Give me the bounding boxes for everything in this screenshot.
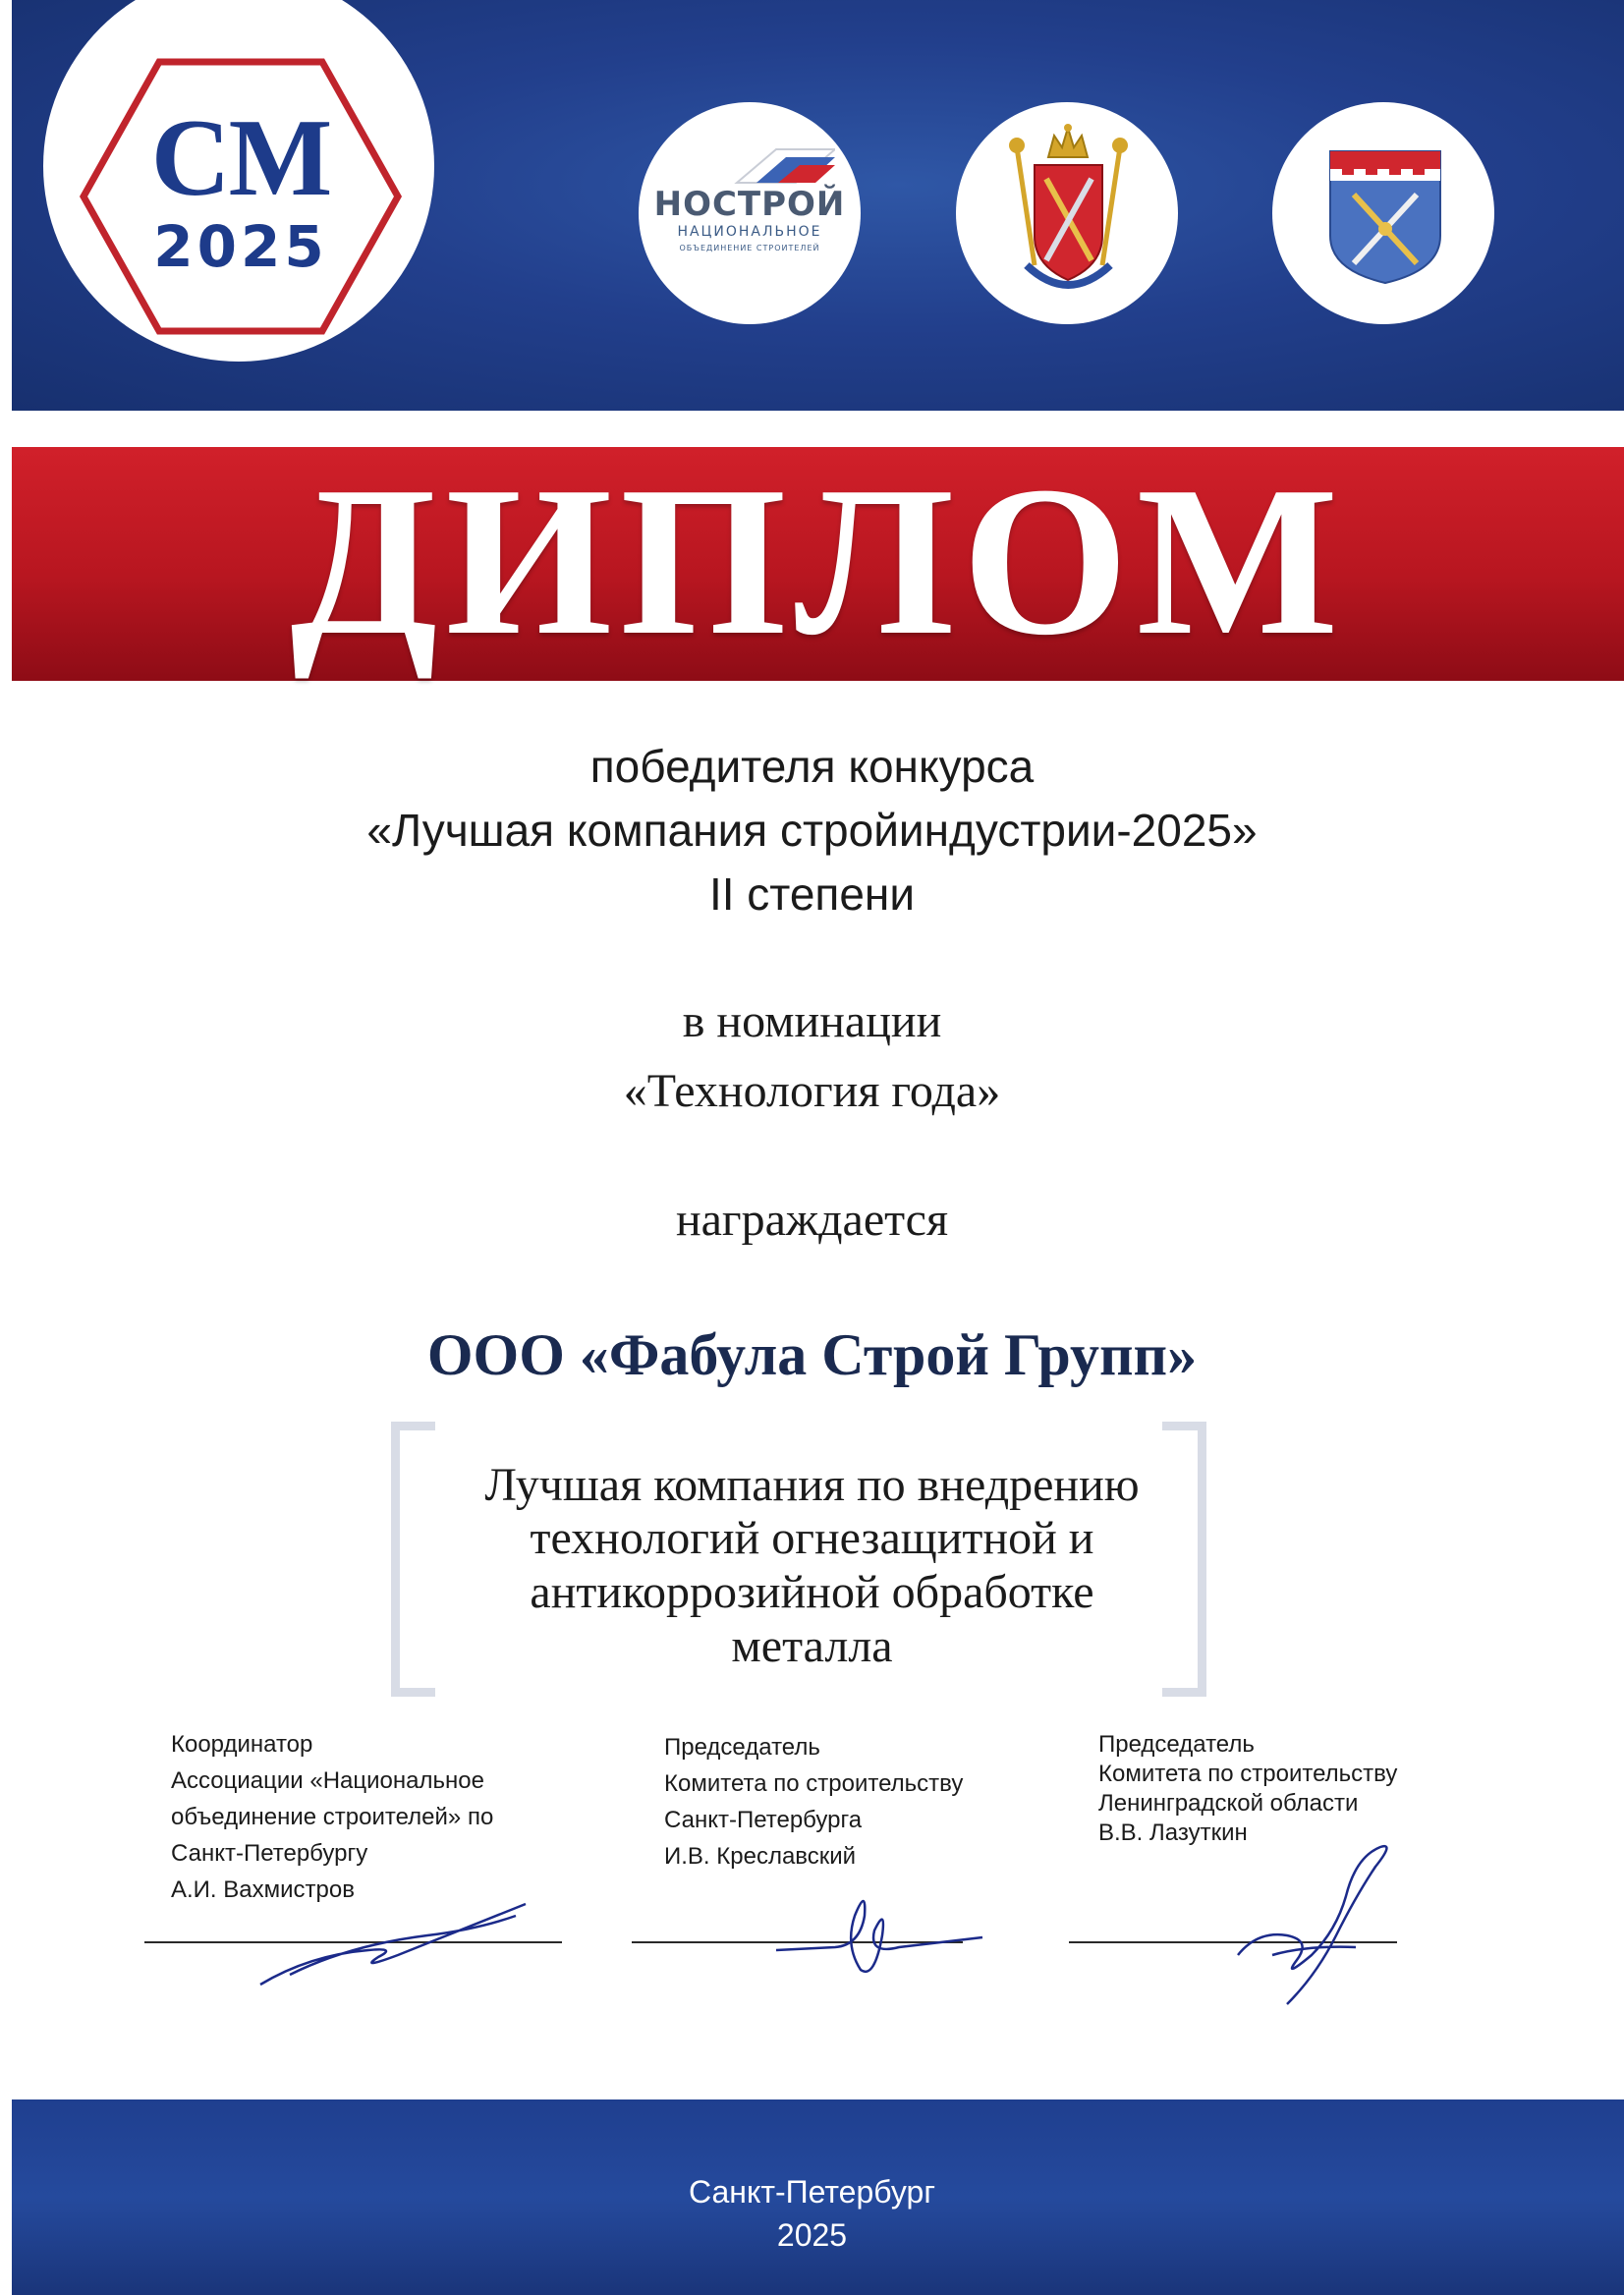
signatory-line: объединение строителей» по [171, 1804, 494, 1830]
signatory-2 [664, 1729, 963, 1875]
signature-2 [766, 1876, 992, 1985]
nostroy-logo-subtitle2: ОБЪЕДИНЕНИЕ СТРОИТЕЛЕЙ [679, 244, 820, 252]
nomination-name: «Технология года» [623, 1065, 1001, 1117]
signature-3 [1218, 1837, 1405, 2014]
signatory-1 [171, 1726, 493, 1908]
spb-coat-of-arms-icon [997, 118, 1140, 309]
footer-city: Санкт-Петербург [689, 2174, 935, 2210]
winner-line: победителя конкурса [589, 741, 1035, 792]
diploma-title: ДИПЛОМ [290, 443, 1347, 680]
flag-icon [717, 145, 835, 185]
contest-name: «Лучшая компания стройиндустрии-2025» [366, 805, 1258, 856]
signatory-line: Санкт-Петербургу [171, 1840, 368, 1867]
signatory-name: А.И. Вахмистров [171, 1876, 355, 1903]
degree-line: II степени [708, 868, 916, 920]
signatory-3 [1098, 1730, 1397, 1848]
description-line: технологий огнезащитной и [530, 1512, 1094, 1564]
description-line: металла [731, 1620, 893, 1672]
cm-logo-text: CM [150, 97, 331, 219]
description-line: Лучшая компания по внедрению [484, 1459, 1140, 1511]
company-name: ООО «Фабула Строй Групп» [426, 1322, 1198, 1387]
signatory-line: Председатель [1098, 1731, 1255, 1758]
signatory-line: Ассоциации «Национальное [171, 1767, 484, 1794]
signatory-line: Комитета по строительству [664, 1770, 964, 1797]
description-line: антикоррозийной обработке [530, 1566, 1094, 1618]
leningrad-oblast-coat-of-arms-icon [1326, 147, 1444, 285]
nostroy-logo-name: НОСТРОЙ [653, 185, 846, 224]
nomination-intro: в номинации [682, 995, 942, 1047]
signatory-line: Санкт-Петербурга [664, 1807, 863, 1833]
signature-1 [251, 1896, 535, 1994]
signatory-line: Комитета по строительству [1098, 1761, 1398, 1787]
signatory-line: Координатор [171, 1731, 313, 1758]
cm-logo-year: 2025 [153, 213, 328, 280]
signatory-name: И.В. Креславский [664, 1843, 857, 1870]
signatory-name: В.В. Лазуткин [1098, 1819, 1248, 1846]
nostroy-logo-subtitle: НАЦИОНАЛЬНОЕ [677, 224, 822, 240]
footer-year: 2025 [776, 2217, 848, 2253]
signatory-line: Председатель [664, 1734, 820, 1761]
signatory-line: Ленинградской области [1098, 1790, 1359, 1817]
awarded-text: награждается [675, 1194, 949, 1246]
